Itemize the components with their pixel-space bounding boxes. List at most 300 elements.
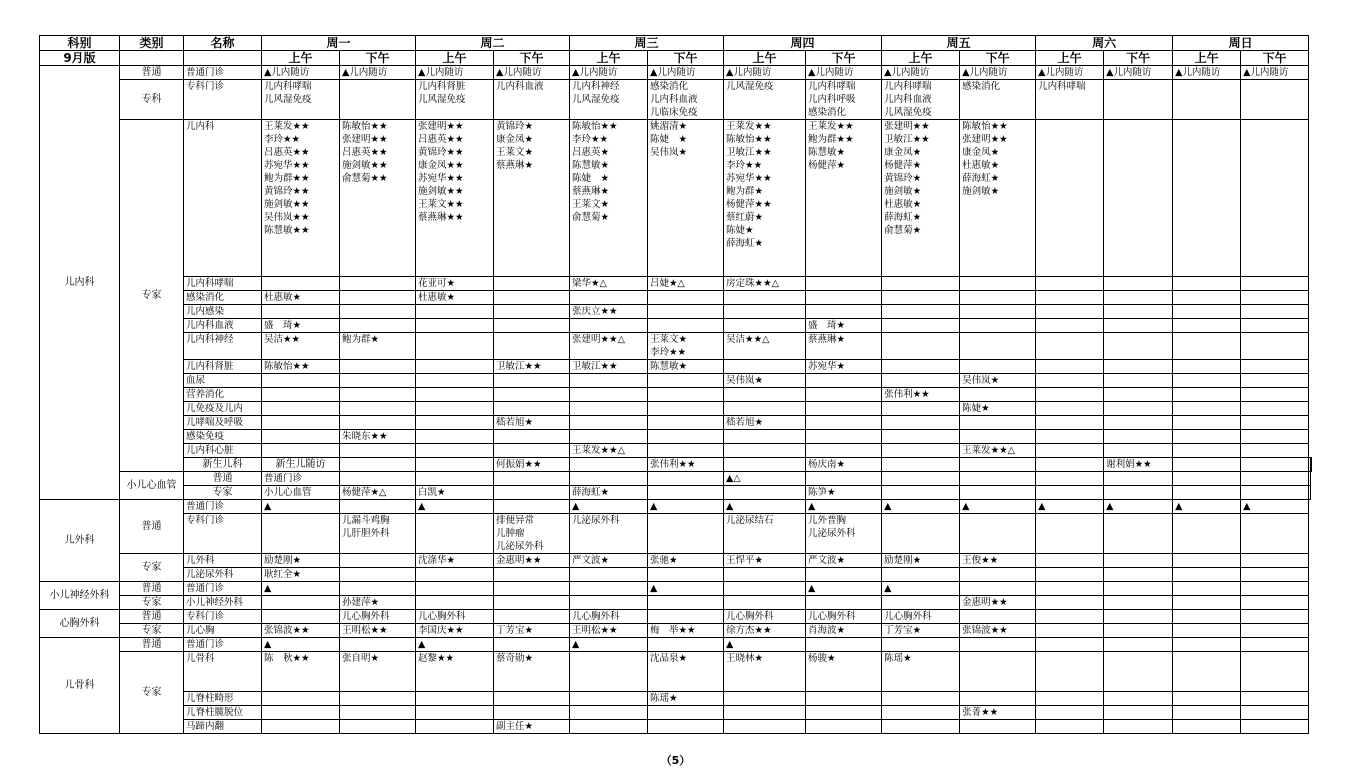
schedule-cell [1036, 568, 1104, 582]
clinic-name-cell: 专科门诊 [184, 610, 262, 624]
schedule-cell [570, 416, 648, 430]
schedule-cell [1036, 430, 1104, 444]
schedule-cell: ▲ [1241, 500, 1309, 514]
day-header-mon: 周一 [262, 36, 416, 51]
schedule-cell [1173, 333, 1241, 360]
schedule-cell [570, 430, 648, 444]
schedule-cell: 张自明★ [340, 652, 416, 692]
schedule-cell [262, 388, 340, 402]
schedule-cell: 王莱发★★△ [570, 444, 648, 458]
schedule-cell: 儿外普胸 儿泌尿外科 [806, 514, 882, 554]
schedule-cell [882, 514, 960, 554]
schedule-cell [1241, 430, 1309, 444]
clinic-name-cell: 儿泌尿外科 [184, 568, 262, 582]
schedule-cell: ▲儿内随访 [416, 66, 494, 80]
schedule-cell [724, 692, 806, 706]
schedule-cell [882, 305, 960, 319]
schedule-cell [1036, 596, 1104, 610]
schedule-cell [882, 291, 960, 305]
schedule-cell [1036, 305, 1104, 319]
schedule-cell [262, 596, 340, 610]
schedule-cell [1173, 305, 1241, 319]
schedule-cell: 盛 琦★ [262, 319, 340, 333]
schedule-cell: ▲ [570, 638, 648, 652]
schedule-cell [1173, 388, 1241, 402]
clinic-name-cell: 营养消化 [184, 388, 262, 402]
schedule-row [40, 706, 1312, 720]
department-cell: 儿内科 [40, 66, 120, 500]
schedule-row [40, 458, 1312, 472]
schedule-cell [340, 582, 416, 596]
schedule-cell [648, 416, 724, 430]
am-header: 上午 [1173, 51, 1241, 66]
schedule-cell [494, 500, 570, 514]
schedule-cell [494, 277, 570, 291]
schedule-cell [648, 444, 724, 458]
clinic-name-cell: 专科门诊 [184, 514, 262, 554]
schedule-cell [494, 638, 570, 652]
schedule-cell: 黄锦玲★ 康金凤★ 王莱文★ 蔡燕琳★ [494, 120, 570, 277]
schedule-cell: 沈涤华★ [416, 554, 494, 568]
schedule-cell [494, 486, 570, 500]
schedule-cell [570, 374, 648, 388]
schedule-cell [1173, 652, 1241, 692]
schedule-cell: 肖海波★ [806, 624, 882, 638]
schedule-cell: ▲儿内随访 [570, 66, 648, 80]
schedule-cell [1036, 486, 1104, 500]
schedule-cell [1241, 568, 1309, 582]
schedule-cell [648, 430, 724, 444]
schedule-cell [806, 416, 882, 430]
schedule-cell [960, 692, 1036, 706]
schedule-cell: 副主任★ [494, 720, 570, 734]
schedule-cell [494, 706, 570, 720]
schedule-cell [1036, 706, 1104, 720]
schedule-cell [1173, 706, 1241, 720]
schedule-cell [648, 596, 724, 610]
category-cell: 普通 [120, 610, 184, 624]
schedule-cell [416, 305, 494, 319]
department-cell: 新生儿科 [184, 458, 262, 472]
schedule-cell: 白凯★ [416, 486, 494, 500]
schedule-cell [1241, 596, 1309, 610]
schedule-cell [960, 568, 1036, 582]
schedule-cell: 儿内科哮喘 [1036, 80, 1104, 120]
schedule-cell [1036, 692, 1104, 706]
schedule-cell [494, 692, 570, 706]
category-cell: 普通 [120, 500, 184, 554]
schedule-cell [960, 514, 1036, 554]
schedule-cell [960, 360, 1036, 374]
schedule-cell: 杜惠敏★ [262, 291, 340, 305]
schedule-cell [1173, 360, 1241, 374]
schedule-cell [1241, 624, 1309, 638]
schedule-cell: 嵇若旭★ [724, 416, 806, 430]
schedule-cell: 蔡奇勋★ [494, 652, 570, 692]
schedule-cell [1104, 568, 1173, 582]
schedule-cell [570, 319, 648, 333]
schedule-cell [416, 319, 494, 333]
schedule-cell [494, 388, 570, 402]
schedule-cell [882, 486, 960, 500]
schedule-cell [262, 706, 340, 720]
schedule-cell [416, 333, 494, 360]
schedule-cell [262, 416, 340, 430]
schedule-cell: 张菁★★ [960, 706, 1036, 720]
schedule-cell [262, 402, 340, 416]
schedule-cell [724, 486, 806, 500]
schedule-cell [806, 568, 882, 582]
schedule-cell [648, 514, 724, 554]
schedule-cell [340, 319, 416, 333]
schedule-cell [1241, 582, 1309, 596]
schedule-cell: 励楚刚★ [262, 554, 340, 568]
schedule-cell [340, 706, 416, 720]
schedule-cell [262, 514, 340, 554]
schedule-cell: 王明松★★ [570, 624, 648, 638]
schedule-cell [882, 444, 960, 458]
schedule-cell: 儿心胸外科 [340, 610, 416, 624]
clinic-name-cell: 小儿心血管 [262, 486, 340, 500]
schedule-cell [724, 458, 806, 472]
schedule-cell [262, 444, 340, 458]
header-row-halfday [40, 51, 1312, 66]
schedule-cell: 儿心胸外科 [724, 610, 806, 624]
schedule-cell: 谢利娟★★ [1104, 458, 1173, 472]
schedule-cell [1173, 291, 1241, 305]
schedule-cell [1104, 430, 1173, 444]
schedule-cell [340, 277, 416, 291]
schedule-cell: 丁芳宝★ [494, 624, 570, 638]
schedule-cell: 儿内科哮喘 儿风湿免疫 [262, 80, 340, 120]
schedule-cell [1036, 360, 1104, 374]
schedule-row [40, 596, 1312, 610]
schedule-cell [494, 402, 570, 416]
clinic-name-cell: 儿哮喘及呼吸 [184, 416, 262, 430]
clinic-name-cell: 普通门诊 [184, 638, 262, 652]
schedule-cell [1036, 120, 1104, 277]
schedule-cell [1036, 444, 1104, 458]
schedule-cell [1173, 554, 1241, 568]
clinic-name-cell: 儿脊柱畸形 [184, 692, 262, 706]
clinic-name-cell: 儿内科心脏 [184, 444, 262, 458]
schedule-cell [1104, 319, 1173, 333]
schedule-cell: 儿心胸外科 [570, 610, 648, 624]
schedule-cell: 陈瑶★ [648, 692, 724, 706]
schedule-cell [960, 430, 1036, 444]
schedule-cell [340, 568, 416, 582]
schedule-cell [806, 706, 882, 720]
schedule-cell [960, 319, 1036, 333]
schedule-cell [960, 582, 1036, 596]
schedule-cell [1241, 80, 1309, 120]
schedule-cell: 儿心胸外科 [416, 610, 494, 624]
schedule-cell [882, 333, 960, 360]
schedule-cell: 孙建萍★ [340, 596, 416, 610]
day-header-fri: 周五 [882, 36, 1036, 51]
schedule-cell [1241, 277, 1309, 291]
schedule-cell [724, 360, 806, 374]
schedule-cell [1104, 291, 1173, 305]
schedule-cell [1036, 652, 1104, 692]
schedule-cell: 王悍平★ [724, 554, 806, 568]
schedule-cell: ▲ [960, 500, 1036, 514]
schedule-cell [1104, 277, 1173, 291]
schedule-cell [806, 638, 882, 652]
empty-header-cell [120, 51, 184, 66]
schedule-cell: 卫敏江★★ [494, 360, 570, 374]
schedule-row [40, 402, 1312, 416]
schedule-row [40, 692, 1312, 706]
schedule-cell: 张驰★ [648, 554, 724, 568]
schedule-cell [1241, 472, 1309, 486]
schedule-cell [648, 305, 724, 319]
category-cell: 普通 [120, 582, 184, 596]
schedule-row [40, 472, 1312, 486]
schedule-row [40, 416, 1312, 430]
schedule-cell [960, 652, 1036, 692]
schedule-cell [1173, 720, 1241, 734]
schedule-cell: 杜惠敏★ [416, 291, 494, 305]
schedule-cell [806, 277, 882, 291]
am-header: 上午 [724, 51, 806, 66]
schedule-cell [724, 568, 806, 582]
schedule-cell [724, 388, 806, 402]
edition-label: 9月版 [40, 51, 120, 66]
schedule-cell [1036, 333, 1104, 360]
schedule-cell [1241, 554, 1309, 568]
schedule-cell: ▲ [806, 500, 882, 514]
schedule-cell [1241, 416, 1309, 430]
clinic-name-cell: 马蹄内翻 [184, 720, 262, 734]
schedule-cell: 卫敏江★★ [570, 360, 648, 374]
schedule-cell: 金惠明★★ [494, 554, 570, 568]
schedule-cell: 张建明★★ 卫敏江★★ 康金凤★ 杨健萍★ 黄锦玲★ 施剑敏★ 杜惠敏★ 薛海虹★ 俞慧菊★ [882, 120, 960, 277]
am-header: 上午 [262, 51, 340, 66]
schedule-cell [1173, 582, 1241, 596]
clinic-name-cell: 儿脊柱髋脱位 [184, 706, 262, 720]
schedule-cell [1241, 120, 1309, 277]
day-header-tue: 周二 [416, 36, 570, 51]
schedule-cell [882, 692, 960, 706]
schedule-cell [340, 720, 416, 734]
schedule-cell [1173, 472, 1241, 486]
schedule-cell: ▲儿内随访 [724, 66, 806, 80]
category-cell: 专科 [120, 80, 184, 120]
schedule-cell [724, 720, 806, 734]
schedule-cell [1036, 402, 1104, 416]
schedule-cell [648, 610, 724, 624]
schedule-cell [262, 610, 340, 624]
clinic-name-cell: 儿内科哮喘 [184, 277, 262, 291]
schedule-cell [960, 291, 1036, 305]
schedule-cell [648, 706, 724, 720]
schedule-cell [1173, 374, 1241, 388]
schedule-cell [1173, 402, 1241, 416]
schedule-cell: 杨庆南★ [806, 458, 882, 472]
schedule-cell [340, 638, 416, 652]
clinic-name-cell: 感染消化 [184, 291, 262, 305]
schedule-cell [1104, 596, 1173, 610]
schedule-cell: 儿心胸外科 [882, 610, 960, 624]
schedule-cell [882, 374, 960, 388]
schedule-cell [960, 277, 1036, 291]
am-header: 上午 [416, 51, 494, 66]
schedule-cell [1241, 486, 1309, 500]
clinic-name-cell: 感染免疫 [184, 430, 262, 444]
clinic-name-cell: 儿内感染 [184, 305, 262, 319]
schedule-cell [1036, 638, 1104, 652]
schedule-cell: 王莱发★★△ [960, 444, 1036, 458]
schedule-cell [1036, 610, 1104, 624]
category-cell: 专家 [184, 486, 262, 500]
schedule-cell [416, 568, 494, 582]
schedule-cell: 梅 举★★ [648, 624, 724, 638]
schedule-cell: 儿风湿免疫 [724, 80, 806, 120]
schedule-cell [416, 402, 494, 416]
schedule-cell: 吴洁★★ [262, 333, 340, 360]
schedule-cell: ▲儿内随访 [882, 66, 960, 80]
schedule-cell [806, 291, 882, 305]
schedule-cell: 陈敏怡★★ 张建明★★ 康金凤★ 杜惠敏★ 薛海虹★ 施剑敏★ [960, 120, 1036, 277]
schedule-cell: 陈慧敏★ [648, 360, 724, 374]
schedule-cell: ▲△ [724, 472, 806, 486]
schedule-cell: ▲ [724, 500, 806, 514]
schedule-cell [882, 638, 960, 652]
schedule-row [40, 720, 1312, 734]
schedule-cell [806, 402, 882, 416]
schedule-row [40, 80, 1312, 120]
schedule-row [40, 652, 1312, 692]
schedule-cell: 梁华★△ [570, 277, 648, 291]
clinic-name-cell: 血尿 [184, 374, 262, 388]
schedule-cell [724, 319, 806, 333]
am-header: 上午 [1036, 51, 1104, 66]
schedule-cell: 吴洁★★△ [724, 333, 806, 360]
schedule-cell [416, 720, 494, 734]
schedule-cell: ▲儿内随访 [262, 66, 340, 80]
schedule-cell [340, 444, 416, 458]
schedule-cell [648, 638, 724, 652]
schedule-cell: 花亚可★ [416, 277, 494, 291]
schedule-cell [416, 388, 494, 402]
category-cell: 专家 [120, 554, 184, 582]
schedule-cell [1173, 486, 1241, 500]
schedule-cell [724, 305, 806, 319]
pm-header: 下午 [960, 51, 1036, 66]
schedule-cell [570, 568, 648, 582]
schedule-cell [724, 291, 806, 305]
schedule-cell [648, 720, 724, 734]
schedule-cell [1241, 514, 1309, 554]
schedule-cell [494, 374, 570, 388]
schedule-cell: ▲儿内随访 [648, 66, 724, 80]
schedule-cell: 杨健萍★△ [340, 486, 416, 500]
schedule-cell [1104, 638, 1173, 652]
schedule-cell [340, 416, 416, 430]
schedule-cell: ▲ [416, 500, 494, 514]
schedule-cell: ▲ [262, 500, 340, 514]
schedule-cell: 杨骏★ [806, 652, 882, 692]
schedule-cell [416, 444, 494, 458]
schedule-cell [1036, 720, 1104, 734]
schedule-cell [960, 720, 1036, 734]
schedule-cell: 张伟利★★ [648, 458, 724, 472]
schedule-cell: 王莱发★★ 李玲★★ 吕惠英★★ 苏宛华★★ 鲍为群★★ 黄锦玲★★ 施剑敏★★ 吴伟岚★★ 陈慧敏★★ [262, 120, 340, 277]
schedule-cell: 励楚刚★ [882, 554, 960, 568]
schedule-cell: 张庆立★★ [570, 305, 648, 319]
schedule-cell [1104, 120, 1173, 277]
schedule-cell [416, 596, 494, 610]
schedule-cell [1173, 120, 1241, 277]
schedule-row [40, 120, 1312, 277]
schedule-cell [648, 472, 724, 486]
schedule-cell [1104, 554, 1173, 568]
schedule-cell: 张锦波★★ [960, 624, 1036, 638]
schedule-cell [1104, 692, 1173, 706]
schedule-cell [1104, 706, 1173, 720]
clinic-name-cell: 普通门诊 [262, 472, 340, 486]
schedule-cell [806, 692, 882, 706]
schedule-cell [882, 277, 960, 291]
clinic-name-cell: 儿内科肾脏 [184, 360, 262, 374]
schedule-cell: 儿漏斗鸡胸 儿肝胆外科 [340, 514, 416, 554]
schedule-cell [1104, 444, 1173, 458]
schedule-cell [416, 430, 494, 444]
schedule-cell [882, 416, 960, 430]
schedule-cell [1173, 458, 1241, 472]
schedule-cell: 陈笋★ [806, 486, 882, 500]
schedule-row [40, 333, 1312, 360]
schedule-cell [1241, 610, 1309, 624]
schedule-row [40, 66, 1312, 80]
schedule-cell: 王莱发★★ 陈敏怡★★ 卫敏江★★ 李玲★★ 苏宛华★★ 鲍为群★ 杨健萍★★ 蔡红蔚★ 陈婕★ 薛海虹★ [724, 120, 806, 277]
schedule-cell [340, 80, 416, 120]
schedule-cell [1104, 486, 1173, 500]
schedule-row [40, 568, 1312, 582]
schedule-cell [882, 319, 960, 333]
schedule-cell [416, 692, 494, 706]
schedule-cell [416, 374, 494, 388]
schedule-cell [648, 319, 724, 333]
schedule-cell [1241, 319, 1309, 333]
schedule-cell: 陈瑶★ [882, 652, 960, 692]
department-cell: 儿骨科 [40, 638, 120, 734]
schedule-cell: 王莱发★★ 鲍为群★★ 陈慧敏★ 杨健萍★ [806, 120, 882, 277]
schedule-cell [1036, 319, 1104, 333]
schedule-cell [1241, 692, 1309, 706]
schedule-cell: 儿泌尿外科 [570, 514, 648, 554]
schedule-row [40, 514, 1312, 554]
schedule-row [40, 500, 1312, 514]
schedule-cell: ▲ [416, 638, 494, 652]
schedule-cell [494, 333, 570, 360]
schedule-cell [1173, 568, 1241, 582]
schedule-cell: 盛 琦★ [806, 319, 882, 333]
schedule-cell: 儿内科血液 [494, 80, 570, 120]
schedule-cell [1104, 80, 1173, 120]
schedule-cell [1036, 458, 1104, 472]
schedule-cell: 沈品泉★ [648, 652, 724, 692]
schedule-cell: 儿内科神经 儿风湿免疫 [570, 80, 648, 120]
category-cell: 专家 [120, 624, 184, 638]
schedule-row [40, 554, 1312, 568]
schedule-cell: 感染消化 儿内科血液 儿临床免疫 [648, 80, 724, 120]
schedule-cell [960, 472, 1036, 486]
schedule-cell: ▲儿内随访 [1173, 66, 1241, 80]
clinic-name-cell: 儿心胸 [184, 624, 262, 638]
schedule-cell [882, 430, 960, 444]
